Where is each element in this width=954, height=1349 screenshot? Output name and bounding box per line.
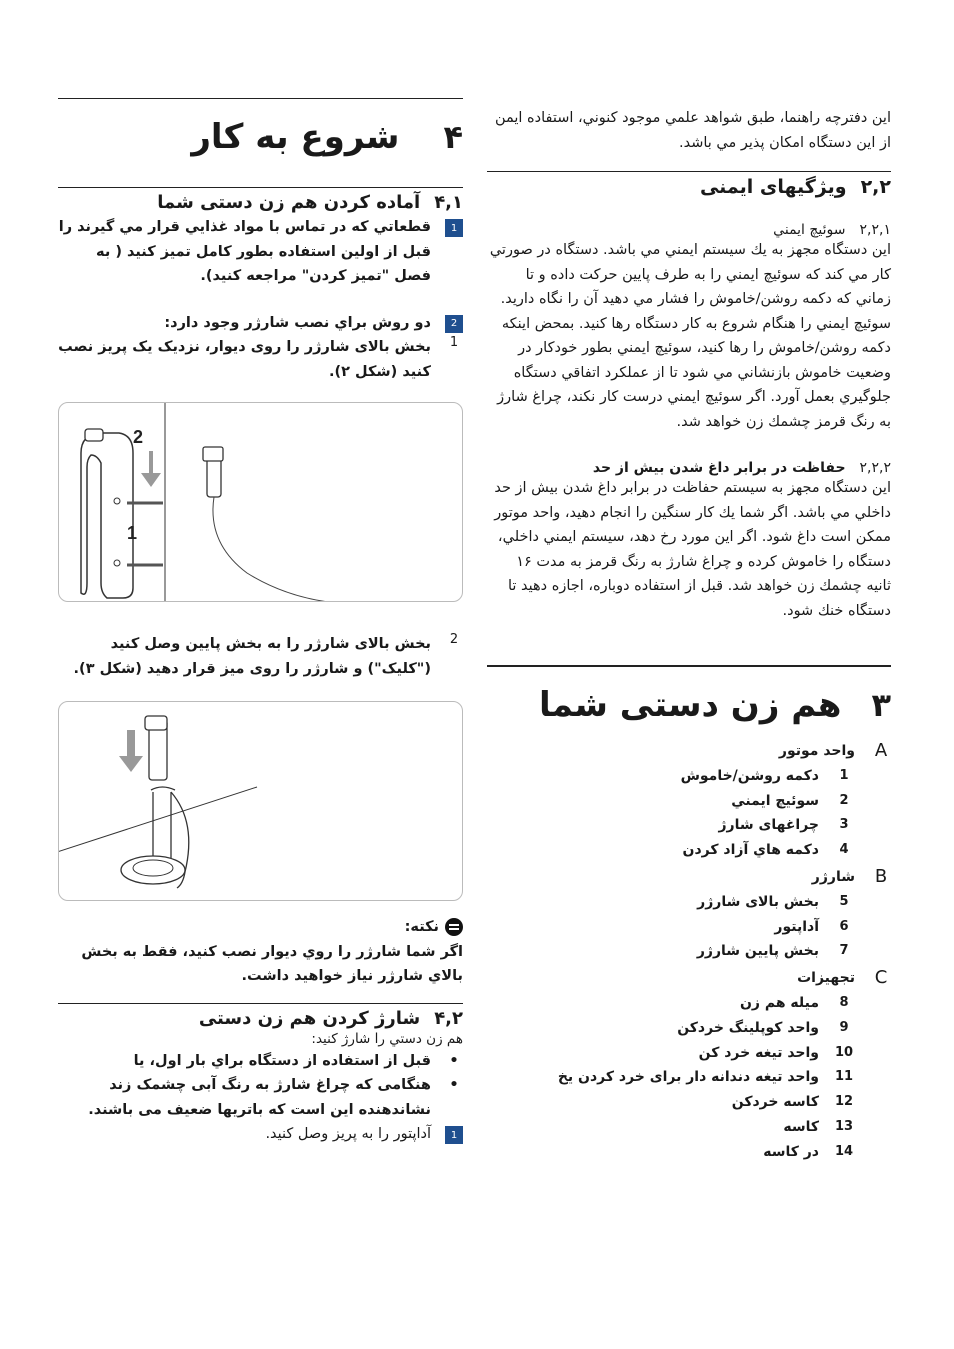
list-item [487, 890, 855, 915]
part-label: بخش بالای شارژر [697, 893, 819, 910]
list-item [487, 991, 855, 1016]
list-item: • قبل از استفاده از دستگاه براي بار اول، یا [133, 1052, 459, 1069]
note-title: نکته: [404, 919, 439, 935]
left-column [58, 98, 463, 1147]
group-label: شارژر [811, 868, 855, 885]
part-number: 2 [839, 792, 849, 808]
protection-number: ۲,۲,۲ [859, 460, 891, 476]
substep-number: 2 [449, 632, 459, 647]
step-badge: 2 [445, 315, 463, 333]
overview-title: هم زن دستی شما [538, 685, 842, 725]
part-label: دکمه روشن/خاموش [680, 767, 819, 784]
list-item [487, 838, 855, 863]
part-number: 9 [839, 1019, 849, 1035]
part-label: چراغهای شارژ [718, 817, 819, 834]
arrow-down-icon [119, 730, 143, 772]
group-letter: C [874, 967, 888, 989]
step-text: دو روش براي نصب شارژر وجود دارد: [164, 314, 431, 331]
chapter-number: ۴ [443, 118, 463, 156]
charging-step-1 [58, 1122, 463, 1147]
part-number: 4 [839, 842, 849, 858]
wall-mount-figure [58, 402, 463, 602]
fig-label-bottom: 1 [126, 523, 137, 543]
overview-heading [487, 685, 891, 725]
step-text: آداپتور را به پریز وصل کنید. [265, 1126, 431, 1142]
list-item [487, 939, 855, 964]
switch-heading [487, 222, 891, 238]
charging-number: ۴,۲ [434, 1007, 463, 1029]
part-label: واحد کوپلینگ خردکن [677, 1019, 819, 1036]
divider [58, 98, 463, 99]
overview-number: ۳ [871, 686, 891, 724]
part-label: کاسه خردکن [731, 1094, 819, 1111]
group-letter: A [874, 740, 888, 761]
switch-title: سوئیچ ایمني [773, 222, 846, 238]
part-number: 14 [834, 1143, 854, 1159]
wall-mount-illustration [58, 403, 462, 602]
prep-number: ۴,۱ [434, 192, 463, 213]
list-item [487, 915, 855, 940]
step-badge: 1 [445, 1126, 463, 1144]
group-label: واحد موتور [778, 743, 855, 759]
part-label: آداپتور [774, 918, 819, 935]
intro-paragraph: این دفترچه راهنما، طبق شواهد علمي موجود کنوني، استفاده ايمن از این دستگاه امکان پذیر مي باشد. [494, 110, 891, 151]
substep-number: 1 [449, 335, 459, 350]
switch-text: این دستگاه مجهز به یك سیستم ایمني مي باشد. دستگاه در صورتي کار مي کند که سوئیچ ایمني را به طرف پایین حرکت داده و تا زماني که دکمه روشن/خاموش را فشار مي دهید آن را نگاه دارید. سوئیچ ایمني را هنگام شروع به کار دستگاه رها کنید. بمحض اینکه دکمه روشن/خاموش را رها کنید، سوئیچ ایمني بطور خودکار در وضعیت خاموش بازنشاني مي شود تا از عملکرد اتفاقي دستگاه جلوگیري بعمل آورد. اگر سوئیچ ایمني درست کار نکند، چراغ شارژ به رنگ قرمز چشمك زن خواهد شد. [489, 242, 891, 430]
list-item: • هنگامی که چراغ شارژ به رنگ آبی چشمک زند نشاندهنده این است که باتریها ضعیف می باشند. [88, 1077, 459, 1118]
list-item [487, 1065, 855, 1090]
part-label: در کاسه [763, 1143, 819, 1160]
note-box [58, 915, 463, 989]
part-number: 11 [834, 1069, 854, 1085]
step-text: قطعاتي که در تماس با مواد غذایي قرار مي گیرند را قبل از اولین استفاده بطور کامل تمیز کنید ( به فصل "تمیز کردن" مراجعه کنید). [58, 219, 431, 284]
list-item [487, 789, 855, 814]
charging-bullets [58, 1049, 463, 1123]
list-item [487, 1016, 855, 1041]
group-label: تجهیزات [797, 970, 855, 987]
right-column [487, 98, 891, 1165]
part-label: دکمه هاي آزاد کردن [682, 842, 819, 859]
charging-heading [58, 1004, 463, 1029]
divider [487, 665, 891, 667]
part-label: سوئیچ ایمني [731, 792, 819, 809]
list-item [487, 1041, 855, 1066]
list-item [487, 1140, 855, 1165]
list-item [487, 1115, 855, 1140]
parts-group [487, 966, 891, 1164]
parts-group [487, 739, 891, 863]
switch-number: ۲,۲,۱ [859, 222, 891, 238]
part-number: 5 [839, 893, 849, 909]
parts-list [487, 739, 891, 1165]
part-number: 12 [834, 1094, 854, 1110]
prep-substep-2 [58, 632, 463, 681]
charging-title: شارژ کردن هم زن دستی [198, 1007, 421, 1029]
part-label: واحد تیغه خرد کن [698, 1044, 819, 1061]
part-number: 10 [834, 1044, 854, 1060]
prep-step-1 [58, 215, 463, 289]
note-icon [445, 918, 463, 936]
protection-text: این دستگاه مجهز به سیستم حفاظت در برابر داغ شدن بیش از حد داخلي مي باشد. اگر شما یك کار سنگین را انجام دهید، واحد موتور ممکن است داغ شود. اگر این مورد رخ دهد، سیستم ایمني داخلي، دستگاه را خاموش کرده و چراغ شارژ به رنگ قرمز به مدت ۱۶ ثانیه چشمك زن خواهد شد. قبل از استفاده دوباره، اجازه دهید تا دستگاه خنك شود. [494, 480, 891, 619]
part-number: 3 [839, 817, 849, 833]
safety-heading [487, 172, 891, 198]
parts-group [487, 865, 891, 964]
substep-text: بخش بالای شارژر را به بخش پایین وصل کنید ("کلیک") و شارژر را روی میز قرار دهید (شکل ۳). [73, 636, 431, 677]
prep-step-2 [58, 311, 463, 336]
part-label: بخش پایین شارژر [696, 943, 819, 960]
group-letter: B [874, 865, 888, 887]
substep-text: بخش بالای شارژر را روی دیوار، نزدیک یک پریز نصب کنید (شکل ۲). [58, 339, 431, 380]
safety-number: ۲,۲ [860, 176, 891, 198]
chapter-title: شروع به کار [191, 117, 400, 157]
note-text: اگر شما شارژر را روي دیوار نصب کنید، فقط به بخش بالاي شارژر نیاز خواهید داشت. [81, 943, 463, 984]
prep-title: آماده کردن هم زن دستی شما [157, 192, 421, 213]
fig-label-top: 2 [132, 427, 143, 447]
table-stand-figure [58, 701, 463, 901]
part-number: 13 [834, 1118, 854, 1134]
list-item [487, 1090, 855, 1115]
part-number: 7 [839, 943, 849, 959]
list-item [487, 764, 855, 789]
part-number: 1 [839, 767, 849, 783]
part-number: 6 [839, 918, 849, 934]
step-badge: 1 [445, 219, 463, 237]
arrow-down-icon [141, 451, 161, 487]
part-label: میله هم زن [739, 994, 819, 1011]
protection-heading [487, 460, 891, 476]
chapter-heading [58, 117, 463, 157]
table-stand-illustration [58, 702, 462, 901]
part-label: واحد تیغه دندانه دار برای خرد کردن یخ [557, 1069, 819, 1086]
prep-heading [58, 188, 463, 213]
safety-title: ویژگیهای ایمنی [699, 176, 847, 198]
charging-intro: هم زن دستي را شارژ کنید: [311, 1030, 463, 1047]
part-label: کاسه [783, 1118, 819, 1135]
list-item [487, 813, 855, 838]
prep-substep-1 [58, 335, 463, 384]
protection-title: حفاظت در برابر داغ شدن بیش از حد [592, 460, 846, 476]
part-number: 8 [839, 994, 849, 1010]
